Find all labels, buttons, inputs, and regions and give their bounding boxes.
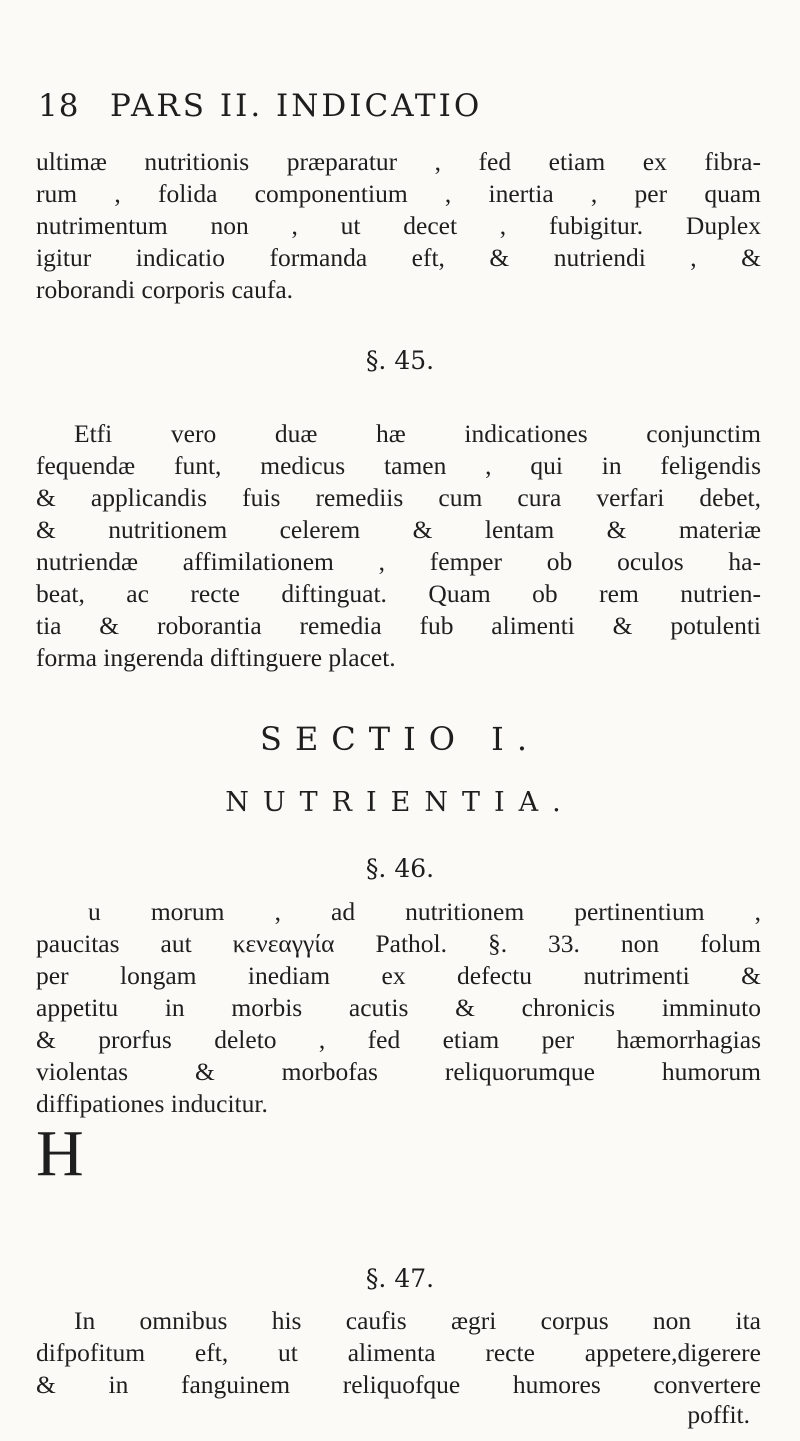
text-line: & in fanguinem reliquofque humores convertere — [36, 1370, 761, 1399]
text-line: rum , folida componentium , inertia , per quam — [36, 179, 761, 208]
text-line: nutriendæ affimilationem , femper ob oculos ha- — [36, 547, 761, 576]
text-line: paucitas aut κενεαγγία Pathol. §. 33. non folum — [36, 929, 761, 958]
drop-cap: H — [36, 1117, 84, 1190]
text-line: forma ingerenda diftinguere placet. — [36, 643, 396, 672]
text-line: violentas & morbofas reliquorumque humorum — [36, 1057, 761, 1086]
text-line: difpofitum eft, ut alimenta recte appetere,digerere — [36, 1338, 761, 1367]
text-line: & prorfus deleto , fed etiam per hæmorrhagias — [36, 1025, 761, 1054]
text-line: Etfi vero duæ hæ indicationes conjunctim — [74, 419, 761, 448]
text-line: appetitu in morbis acutis & chronicis imminuto — [36, 993, 761, 1022]
text-line: fequendæ funt, medicus tamen , qui in feligendis — [36, 451, 761, 480]
section-mark-46: §. 46. — [365, 854, 435, 883]
text-line: ultimæ nutritionis præparatur , fed etiam ex fibra- — [36, 147, 761, 176]
page-header — [38, 88, 760, 128]
page-number: 18 — [38, 88, 80, 124]
text-line: nutrimentum non , ut decet , fubigitur. Duplex — [36, 211, 761, 240]
text-line: tia & roborantia remedia fub alimenti & potulenti — [36, 611, 761, 640]
text-line: roborandi corporis caufa. — [36, 275, 294, 304]
text-line: diffipationes inducitur. — [36, 1089, 268, 1118]
section-mark-45: §. 45. — [365, 346, 435, 375]
text-line: beat, ac recte diftinguat. Quam ob rem nutrien- — [36, 579, 761, 608]
section-subtitle: NUTRIENTIA. — [225, 787, 575, 818]
text-line: & nutritionem celerem & lentam & materiæ — [36, 515, 761, 544]
catchword: poffit. — [687, 1400, 750, 1429]
text-line: u morum , ad nutritionem pertinentium , — [88, 897, 761, 926]
running-head: PARS II. INDICATIO — [110, 88, 483, 124]
text-line: igitur indicatio formanda eft, & nutriendi , & — [36, 243, 761, 272]
text-line: In omnibus his caufis ægri corpus non ita — [74, 1306, 761, 1335]
text-line: & applicandis fuis remediis cum cura verfari debet, — [36, 483, 761, 512]
section-mark-47: §. 47. — [365, 1264, 435, 1293]
text-line: per longam inediam ex defectu nutrimenti & — [36, 961, 761, 990]
section-title: SECTIO I. — [260, 720, 540, 758]
